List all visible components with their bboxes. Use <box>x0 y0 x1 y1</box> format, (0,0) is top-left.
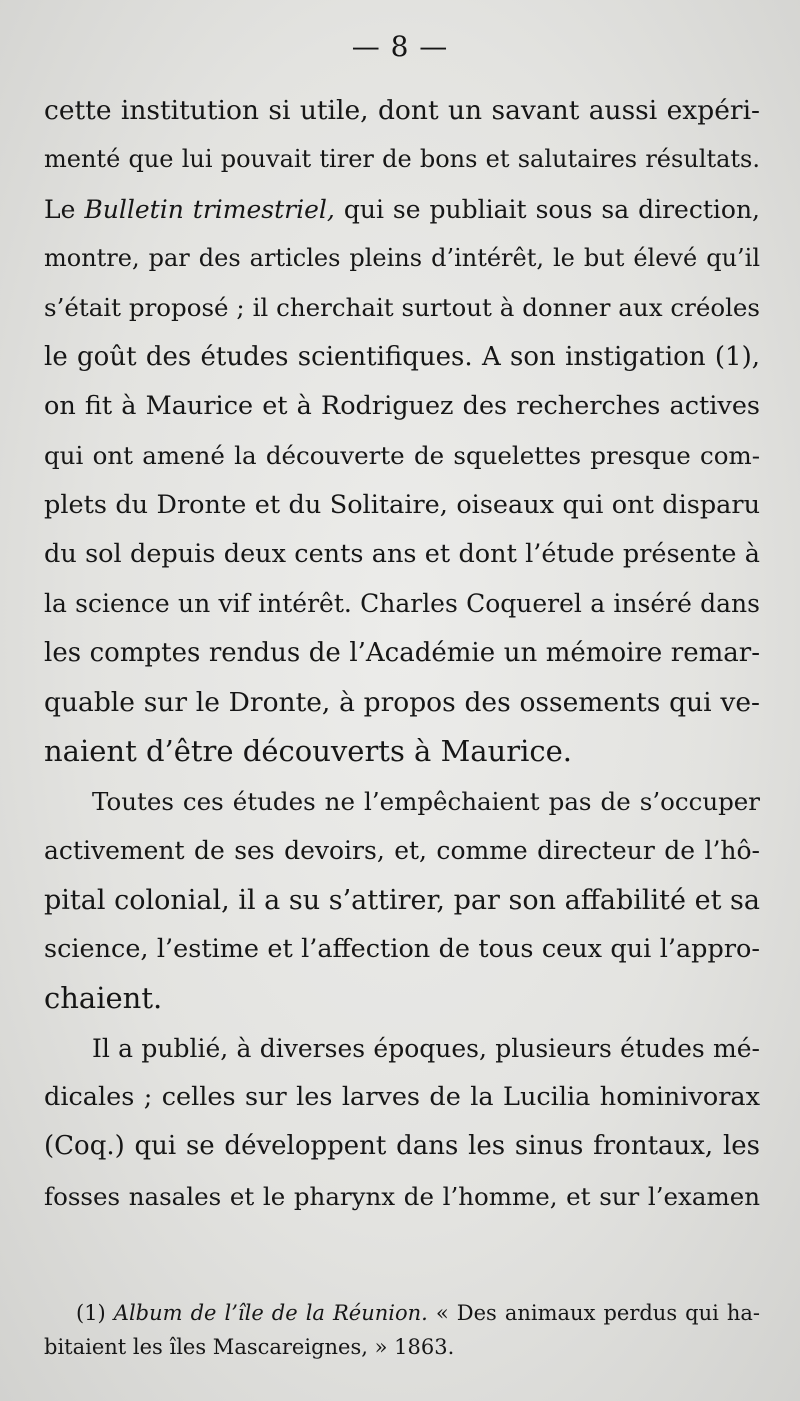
paragraph-3 <box>44 1024 760 1221</box>
text-line: fosses nasales et le pharynx de l’homme, et sur l’examen <box>44 1181 760 1211</box>
footnote-title: Album de l’île de la Réunion. <box>113 1301 428 1325</box>
footnote-line: bitaient les îles Mascareignes, » 1863. <box>44 1335 455 1359</box>
text-segment: Le <box>44 194 85 224</box>
footnote-text: « Des animaux perdus qui ha- <box>427 1301 760 1325</box>
text-line: le goût des études scientifiques. A son instigation (1), <box>44 341 760 372</box>
text-line: qui ont amené la découverte de squelettes presque com- <box>44 441 760 471</box>
text-line: menté que lui pouvait tirer de bons et salutaires résultats. <box>44 145 760 174</box>
text-line: activement de ses devoirs, et, comme directeur de l’hô- <box>44 836 760 866</box>
text-line: les comptes rendus de l’Académie un mémoire remar- <box>44 637 760 668</box>
text-line: plets du Dronte et du Solitaire, oiseaux qui ont disparu <box>44 489 760 520</box>
text-line: cette institution si utile, dont un savant aussi expéri- <box>44 95 760 126</box>
text-line: Il a publié, à diverses époques, plusieurs études mé- <box>92 1033 760 1063</box>
text-line: on fit à Maurice et à Rodriguez des recherches actives <box>44 391 760 422</box>
text-line: quable sur le Dronte, à propos des ossements qui ve- <box>44 687 760 719</box>
footnote-marker: (1) <box>76 1301 106 1325</box>
text-segment: qui se publiait sous sa direction, <box>334 194 760 224</box>
text-line: chaient. <box>44 981 163 1016</box>
text-line: naient d’être découverts à Maurice. <box>44 734 572 769</box>
text-line: pital colonial, il a su s’attirer, par son affabilité et sa <box>44 884 760 916</box>
text-line: science, l’estime et l’affection de tous ceux qui l’appro- <box>44 933 760 964</box>
body-text <box>44 86 760 1221</box>
page-number: — 8 — <box>351 30 449 63</box>
footnote <box>44 1296 760 1364</box>
text-line: (Coq.) qui se développent dans les sinus frontaux, les <box>44 1131 760 1162</box>
paragraph-1 <box>44 86 760 777</box>
text-line: la science un vif intérêt. Charles Coquerel a inséré dans <box>44 589 760 619</box>
text-line <box>44 185 760 234</box>
text-line: s’était proposé ; il cherchait surtout à donner aux créoles <box>44 293 760 323</box>
text-line: du sol depuis deux cents ans et dont l’étude présente à <box>44 539 760 570</box>
paragraph-2 <box>44 777 760 1024</box>
text-line: montre, par des articles pleins d’intérêt, le but élevé qu’il <box>44 244 760 273</box>
text-line: Toutes ces études ne l’empêchaient pas de s’occuper <box>92 786 760 816</box>
text-line: dicales ; celles sur les larves de la Lucilia hominivorax <box>44 1081 760 1112</box>
footnote-line <box>44 1296 760 1330</box>
italic-title: Bulletin trimestriel, <box>84 194 335 224</box>
